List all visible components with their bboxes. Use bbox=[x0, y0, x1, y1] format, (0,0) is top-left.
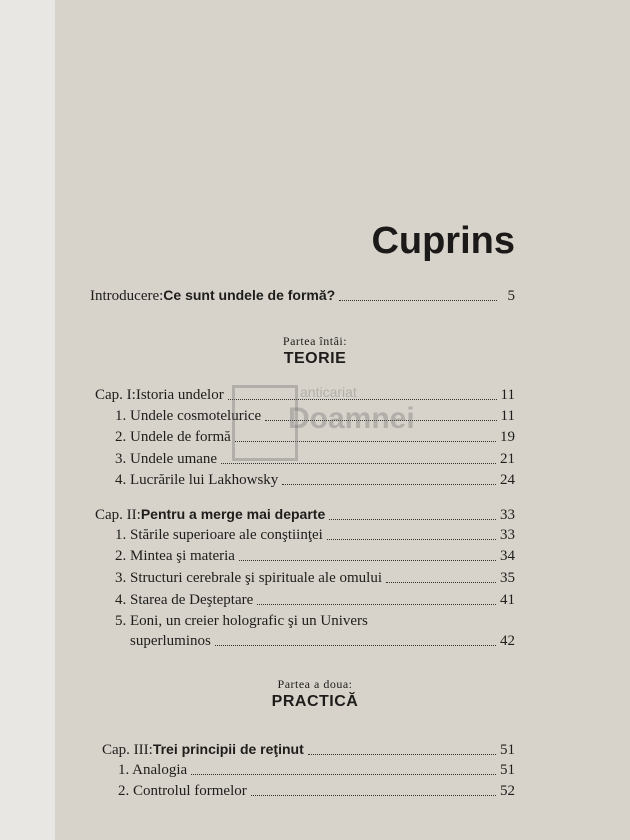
toc-subentry bbox=[115, 548, 515, 565]
leader-dots bbox=[265, 419, 496, 421]
leader-dots bbox=[228, 398, 497, 400]
part-one-title: TEORIE bbox=[283, 350, 347, 367]
toc-subentry-line1 bbox=[115, 613, 515, 630]
toc-chapter-title: Pentru a merge mai departe bbox=[140, 506, 326, 522]
toc-page-number: 51 bbox=[500, 762, 515, 778]
leader-dots bbox=[386, 581, 496, 583]
toc-subentry bbox=[115, 527, 515, 544]
toc-entry-intro bbox=[90, 287, 515, 305]
toc-subentry-line2 bbox=[130, 633, 515, 650]
toc-page-number: 33 bbox=[500, 507, 515, 523]
toc-page-number: 34 bbox=[500, 548, 515, 564]
toc-subentry-label: 4. Starea de Deşteptare bbox=[115, 592, 254, 608]
toc-entry-cap2 bbox=[95, 506, 515, 524]
toc-page-number: 52 bbox=[500, 783, 515, 799]
toc-subentry bbox=[118, 783, 515, 800]
toc-chapter-prefix: Cap. III: bbox=[102, 742, 153, 758]
toc-page-number: 5 bbox=[507, 288, 515, 304]
toc-chapter-prefix: Cap. II: bbox=[95, 507, 141, 523]
leader-dots bbox=[215, 644, 496, 646]
toc-subentry bbox=[115, 472, 515, 489]
toc-subentry-label: 2. Controlul formelor bbox=[118, 783, 247, 799]
part-two-label: Partea a doua: bbox=[277, 677, 353, 691]
toc-subentry-label: 5. Eoni, un creier holografic şi un Univers bbox=[115, 613, 368, 629]
toc-subentry bbox=[115, 408, 515, 425]
toc-page-number: 42 bbox=[500, 633, 515, 649]
toc-subentry bbox=[115, 451, 515, 468]
toc-page-number: 19 bbox=[500, 429, 515, 445]
page-title: Cuprins bbox=[371, 220, 515, 262]
toc-page-number: 21 bbox=[500, 451, 515, 467]
toc-subentry bbox=[115, 429, 515, 446]
toc-subentry bbox=[115, 592, 515, 609]
leader-dots bbox=[308, 753, 496, 755]
toc-chapter-title: Istoria undelor bbox=[135, 387, 224, 403]
leader-dots bbox=[257, 603, 496, 605]
leader-dots bbox=[327, 538, 496, 540]
toc-entry-cap3 bbox=[102, 741, 515, 759]
toc-subentry-label: 3. Structuri cerebrale şi spirituale ale omului bbox=[115, 570, 382, 586]
toc-subentry-label: 4. Lucrările lui Lakhowsky bbox=[115, 472, 279, 488]
toc-intro-title: Ce sunt undele de formă? bbox=[163, 287, 336, 303]
toc-entry-cap1 bbox=[95, 387, 515, 404]
toc-subentry-label: 1. Stările superioare ale conştiinţei bbox=[115, 527, 323, 543]
toc-subentry-label: 1. Undele cosmotelurice bbox=[115, 408, 262, 424]
leader-dots bbox=[191, 773, 496, 775]
leader-dots bbox=[329, 518, 496, 520]
toc-page-number: 11 bbox=[500, 408, 515, 424]
toc-subentry-label: superluminos bbox=[130, 633, 211, 649]
leader-dots bbox=[239, 559, 496, 561]
toc-subentry bbox=[118, 762, 515, 779]
toc-subentry-label: 1. Analogia bbox=[118, 762, 188, 778]
leader-dots bbox=[251, 794, 496, 796]
leader-dots bbox=[339, 299, 497, 301]
leader-dots bbox=[221, 462, 496, 464]
toc-intro-prefix: Introducere: bbox=[90, 288, 164, 304]
toc-page-number: 35 bbox=[500, 570, 515, 586]
part-two-title: PRACTICĂ bbox=[271, 693, 359, 710]
part-one-label: Partea întâi: bbox=[282, 334, 348, 348]
toc-subentry-label: 2. Mintea şi materia bbox=[115, 548, 235, 564]
toc-chapter-prefix: Cap. I: bbox=[95, 387, 136, 403]
toc-chapter-title: Trei principii de reţinut bbox=[152, 741, 304, 757]
toc-page-number: 11 bbox=[500, 387, 515, 403]
toc-page-number: 33 bbox=[500, 527, 515, 543]
toc-page-number: 51 bbox=[500, 742, 515, 758]
toc-subentry-label: 2. Undele de formă bbox=[115, 429, 231, 445]
toc-subentry-label: 3. Undele umane bbox=[115, 451, 218, 467]
toc-page-number: 24 bbox=[500, 472, 515, 488]
watermark-line1: anticariat bbox=[300, 384, 357, 400]
leader-dots bbox=[235, 440, 496, 442]
toc-subentry bbox=[115, 570, 515, 587]
leader-dots bbox=[282, 483, 496, 485]
toc-page-number: 41 bbox=[500, 592, 515, 608]
watermark-line2: Doamnei bbox=[288, 402, 415, 435]
